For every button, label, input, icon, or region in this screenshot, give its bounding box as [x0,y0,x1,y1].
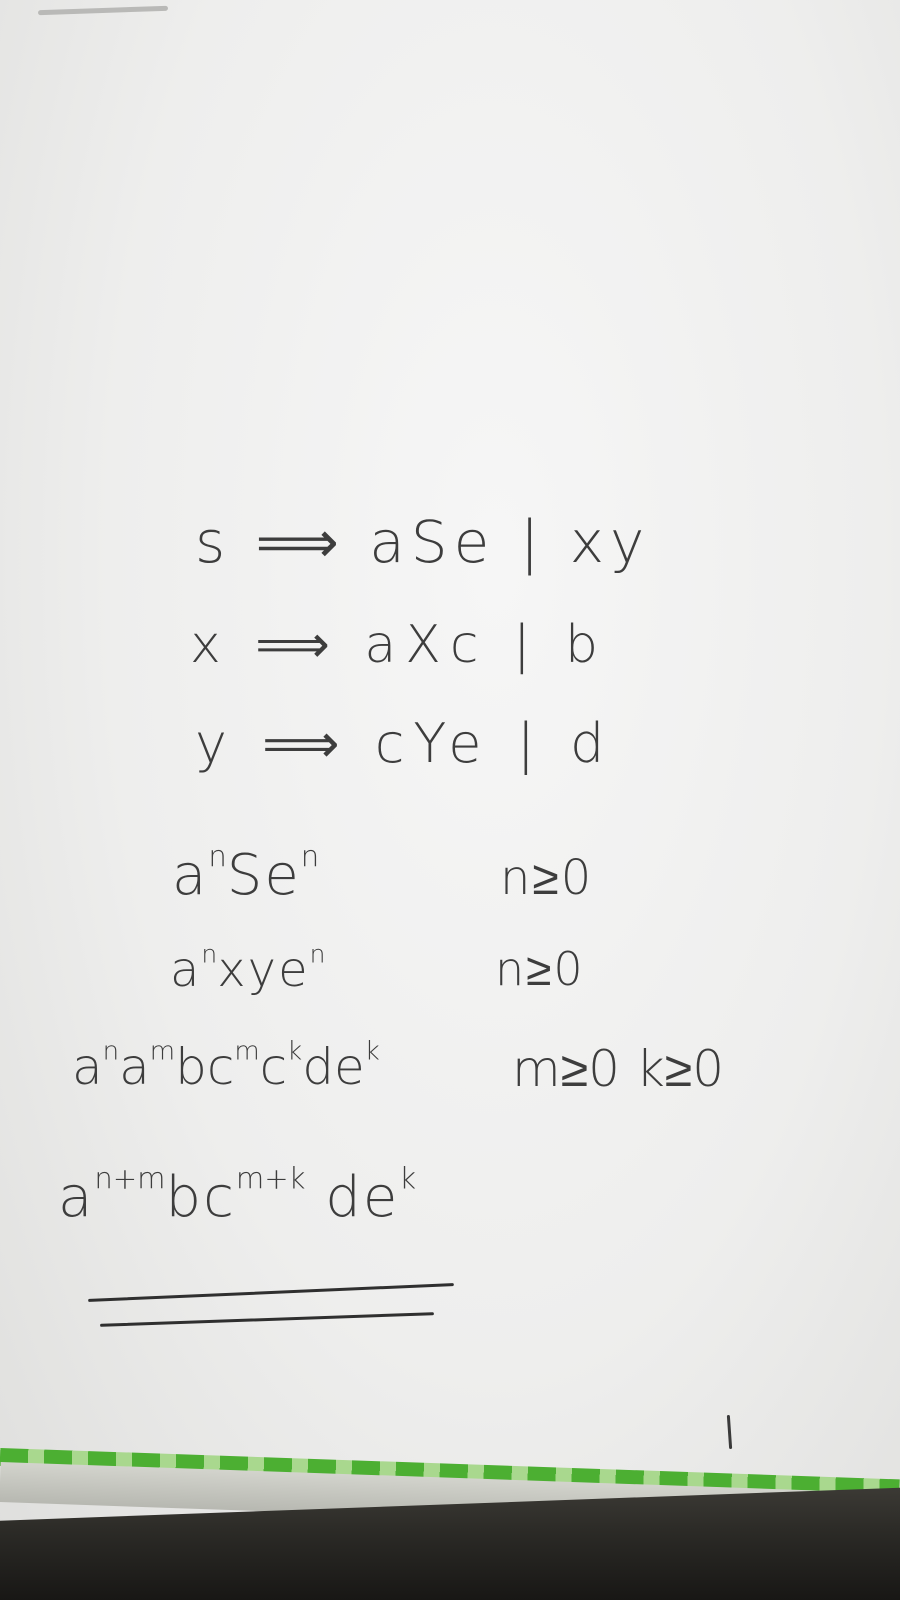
exponent: k [399,1161,417,1196]
term: c [259,1038,288,1096]
exponent: m [234,1036,260,1067]
final-result [58,1161,417,1230]
derivation-line-2 [170,939,326,998]
term: de [302,1038,365,1096]
term: a [119,1038,150,1096]
rule-y: y ⟹ cYe | d [195,712,614,775]
exponent: k [364,1036,380,1067]
exponent: k [287,1036,303,1067]
term-xye: xye [217,942,310,998]
exponent: n+m [94,1161,166,1196]
term-se: Se [226,843,301,908]
derivation-line-1-condition: n≥0 [500,850,594,906]
exponent: n [300,839,320,874]
derivation-line-3 [72,1038,380,1096]
exponent: n [201,939,218,969]
exponent: n [208,839,227,874]
derivation-line-1 [172,839,320,908]
exponent: m [149,1036,176,1067]
term-a: a [172,843,209,908]
term: bc [175,1038,235,1096]
term-a: a [170,942,202,998]
exponent: m+k [235,1161,306,1196]
rule-x: x ⟹ aXc | b [190,615,608,675]
exponent: n [309,939,326,969]
exponent: n [102,1036,120,1067]
term-de: de [325,1165,400,1230]
derivation-line-3-condition: m≥0 k≥0 [512,1040,725,1098]
term-bc: bc [165,1165,236,1230]
derivation-line-2-condition: n≥0 [495,942,585,996]
term-a: a [58,1165,95,1230]
term: a [72,1038,103,1096]
rule-s: s ⟹ aSe | xy [195,508,651,576]
